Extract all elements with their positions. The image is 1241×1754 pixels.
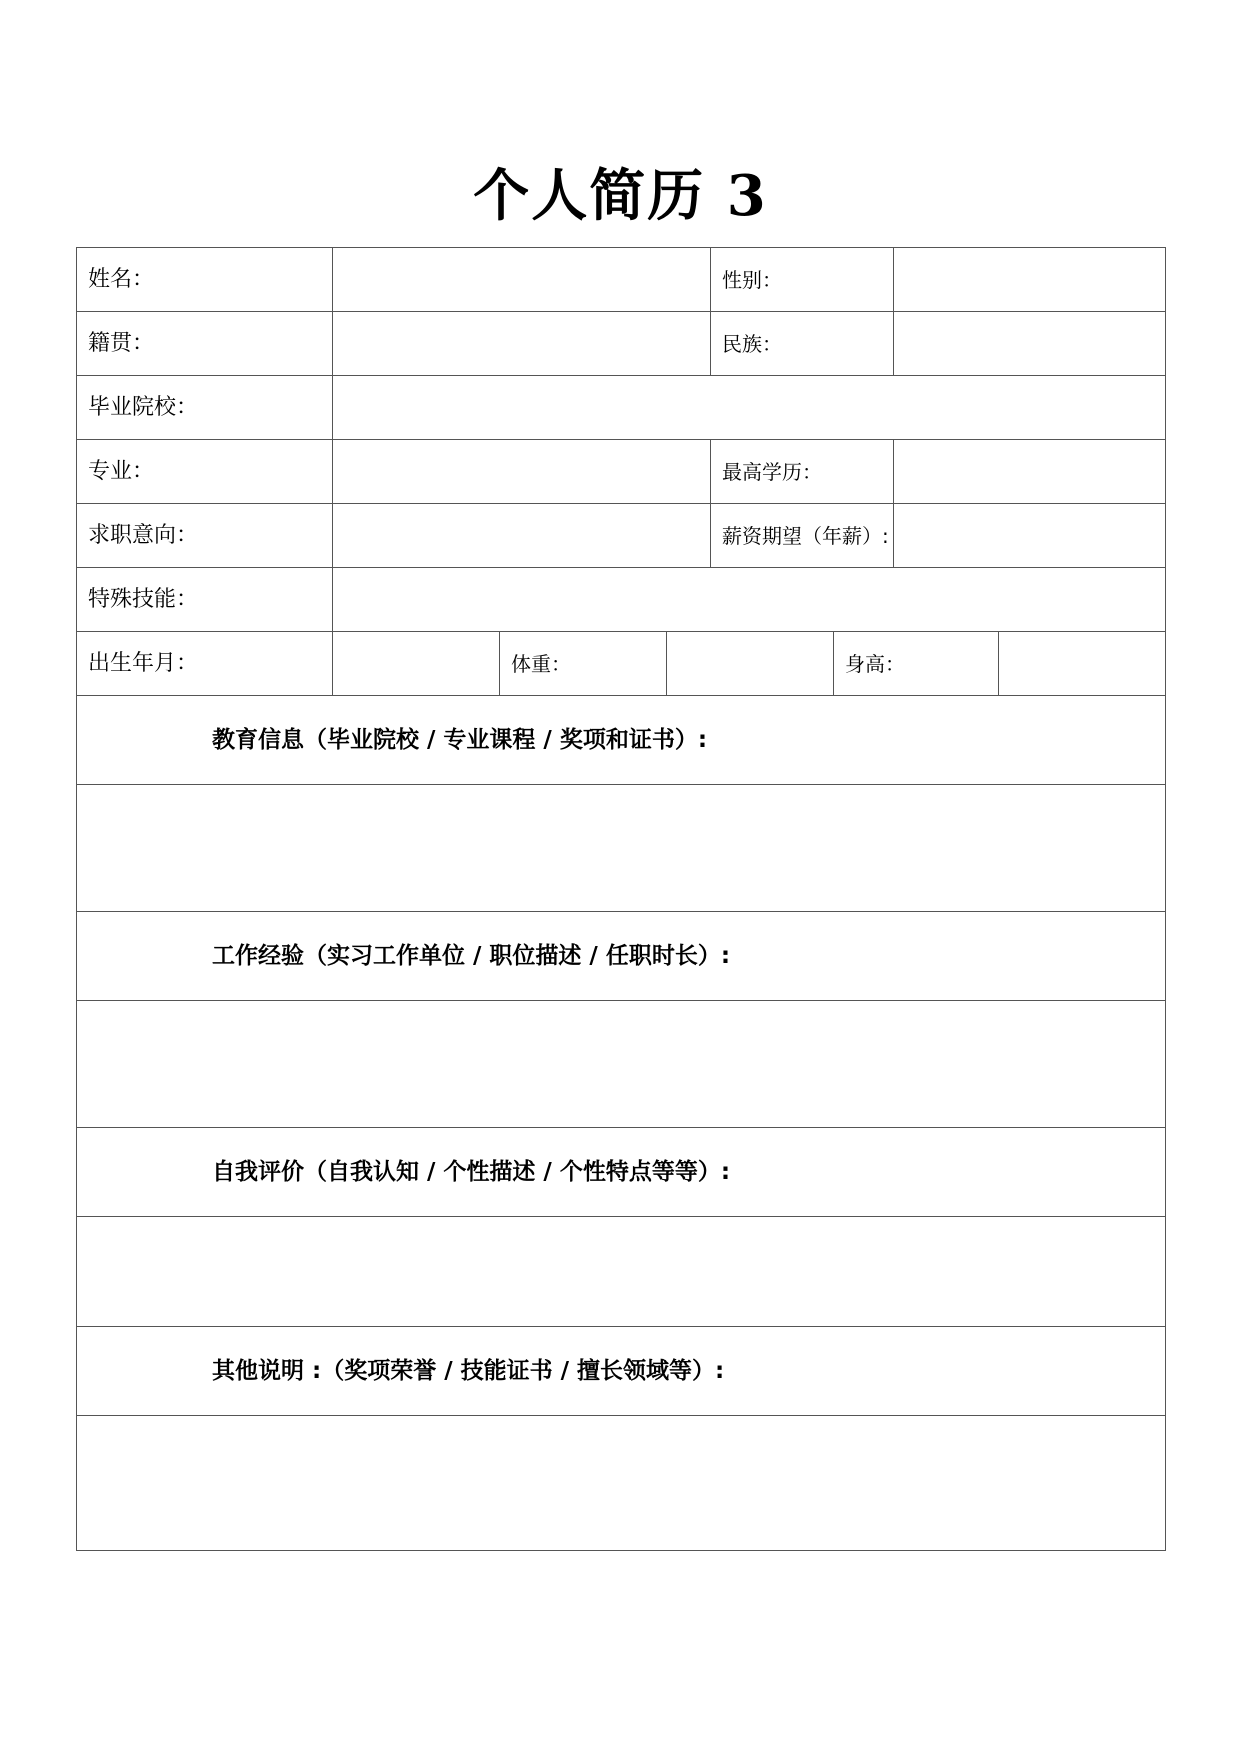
row-major-education: [77, 440, 1166, 504]
school-value[interactable]: [333, 376, 1166, 440]
row-other-notes-body: [77, 1416, 1166, 1551]
row-education-info-body: [77, 785, 1166, 912]
work-experience-value[interactable]: [77, 1001, 1166, 1128]
weight-value[interactable]: [667, 632, 834, 696]
school-label: 毕业院校：: [77, 376, 333, 440]
row-native-ethnicity: [77, 312, 1166, 376]
other-notes-value[interactable]: [77, 1416, 1166, 1551]
gender-label: 性别：: [711, 248, 894, 312]
name-label: 姓名：: [77, 248, 333, 312]
major-value[interactable]: [333, 440, 711, 504]
ethnicity-label: 民族：: [711, 312, 894, 376]
self-evaluation-heading: 自我评价（自我认知 / 个性描述 / 个性特点等等）:: [77, 1128, 1166, 1217]
row-work-experience-heading: [77, 912, 1166, 1001]
skills-value[interactable]: [333, 568, 1166, 632]
row-education-info-heading: [77, 696, 1166, 785]
resume-table: [76, 247, 1166, 1551]
height-value[interactable]: [999, 632, 1166, 696]
gender-value[interactable]: [894, 248, 1166, 312]
salary-value[interactable]: [894, 504, 1166, 568]
education-info-heading: 教育信息（毕业院校 / 专业课程 / 奖项和证书）:: [77, 696, 1166, 785]
education-value[interactable]: [894, 440, 1166, 504]
row-work-experience-body: [77, 1001, 1166, 1128]
job-intent-label: 求职意向：: [77, 504, 333, 568]
native-place-value[interactable]: [333, 312, 711, 376]
row-job-salary: [77, 504, 1166, 568]
weight-label: 体重：: [500, 632, 667, 696]
row-other-notes-heading: [77, 1327, 1166, 1416]
height-label: 身高：: [834, 632, 999, 696]
row-name-gender: [77, 248, 1166, 312]
major-label: 专业：: [77, 440, 333, 504]
job-intent-value[interactable]: [333, 504, 711, 568]
native-place-label: 籍贯：: [77, 312, 333, 376]
ethnicity-value[interactable]: [894, 312, 1166, 376]
birth-label: 出生年月：: [77, 632, 333, 696]
skills-label: 特殊技能：: [77, 568, 333, 632]
self-evaluation-value[interactable]: [77, 1217, 1166, 1327]
name-value[interactable]: [333, 248, 711, 312]
row-self-evaluation-heading: [77, 1128, 1166, 1217]
salary-label: 薪资期望（年薪）:: [711, 504, 894, 568]
education-label: 最高学历：: [711, 440, 894, 504]
birth-value[interactable]: [333, 632, 500, 696]
row-school: [77, 376, 1166, 440]
row-skills: [77, 568, 1166, 632]
work-experience-heading: 工作经验（实习工作单位 / 职位描述 / 任职时长）:: [77, 912, 1166, 1001]
row-birth-weight-height: [77, 632, 1166, 696]
row-self-evaluation-body: [77, 1217, 1166, 1327]
other-notes-heading: 其他说明 :（奖项荣誉 / 技能证书 / 擅长领域等）:: [77, 1327, 1166, 1416]
education-info-value[interactable]: [77, 785, 1166, 912]
document-title: 个人简历 3: [473, 163, 768, 229]
